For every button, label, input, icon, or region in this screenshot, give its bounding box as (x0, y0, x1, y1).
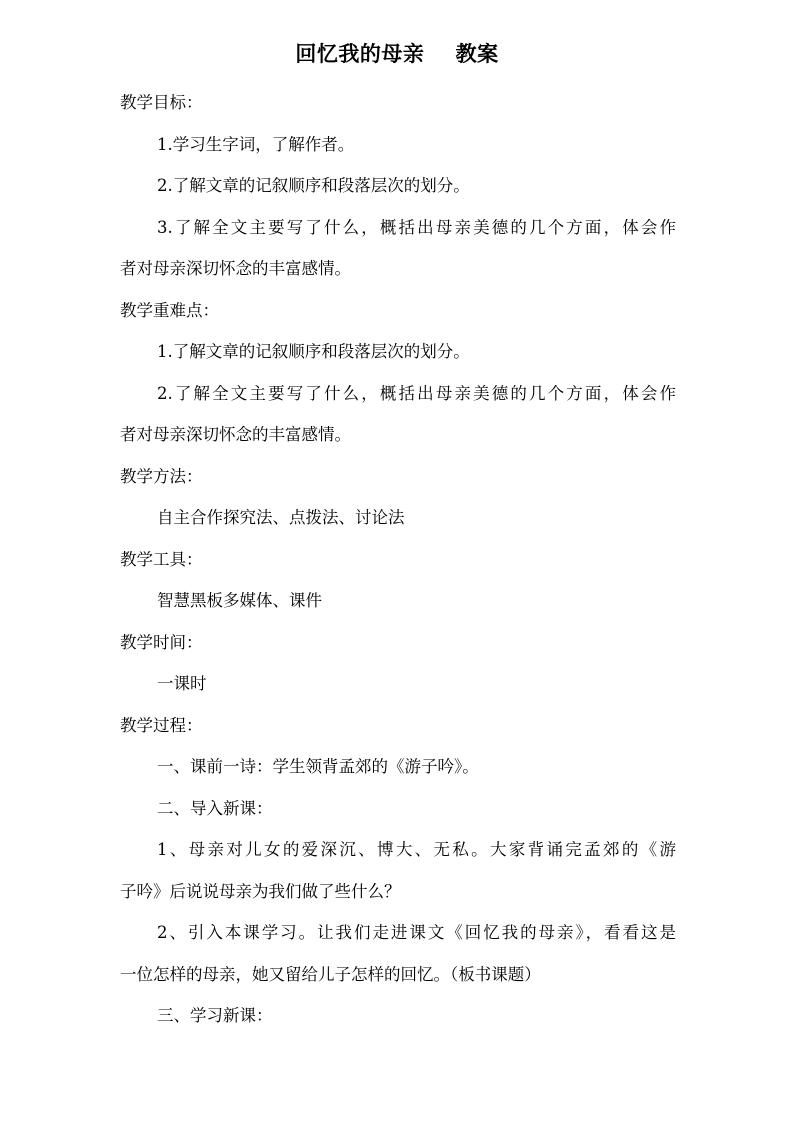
process-step-2-item-1-line-1: 1、母亲对儿女的爱深沉、博大、无私。大家背诵完孟郊的《游 (157, 840, 676, 859)
process-step-2-item-2-line-2: 一位怎样的母亲，她又留给儿子怎样的回忆。（板书课题） (120, 964, 541, 984)
key-point-item-1: 1.了解文章的记叙顺序和段落层次的划分。 (157, 342, 470, 361)
process-step-2-item-2-line-1: 2、引入本课学习。让我们走进课文《回忆我的母亲》，看看这是 (157, 923, 676, 942)
objective-item-1: 1.学习生字词，了解作者。 (157, 134, 355, 154)
document-body (120, 82, 676, 1037)
key-point-item-2-line-1: 2.了解全文主要写了什么，概括出母亲美德的几个方面，体会作 (157, 383, 676, 403)
key-point-item-2-line-2: 者对母亲深切怀念的丰富感情。 (120, 425, 351, 444)
objective-item-2: 2.了解文章的记叙顺序和段落层次的划分。 (157, 176, 470, 195)
section-heading-time: 教学时间： (120, 632, 203, 652)
process-step-3-heading: 三、学习新课： (157, 1006, 273, 1025)
time-text: 一课时 (157, 674, 207, 693)
process-step-1: 一、课前一诗：学生领背孟郊的《游子吟》。 (157, 757, 479, 776)
section-heading-tools: 教学工具： (120, 549, 203, 569)
section-heading-process: 教学过程： (120, 715, 203, 735)
objective-item-3-line-2: 者对母亲深切怀念的丰富感情。 (120, 259, 351, 278)
process-step-2-heading: 二、导入新课： (157, 798, 273, 818)
section-heading-methods: 教学方法： (120, 466, 203, 486)
methods-text: 自主合作探究法、点拨法、讨论法 (157, 508, 405, 527)
objective-item-3-line-1: 3.了解全文主要写了什么，概括出母亲美德的几个方面，体会作 (157, 217, 676, 237)
process-step-2-item-1-line-2: 子吟》后说说母亲为我们做了些什么？ (120, 881, 401, 901)
section-heading-key-points: 教学重难点： (120, 300, 219, 320)
section-heading-objectives: 教学目标： (120, 93, 203, 112)
document-title: 回忆我的母亲 教案 (295, 41, 499, 66)
tools-text: 智慧黑板多媒体、课件 (157, 591, 322, 610)
